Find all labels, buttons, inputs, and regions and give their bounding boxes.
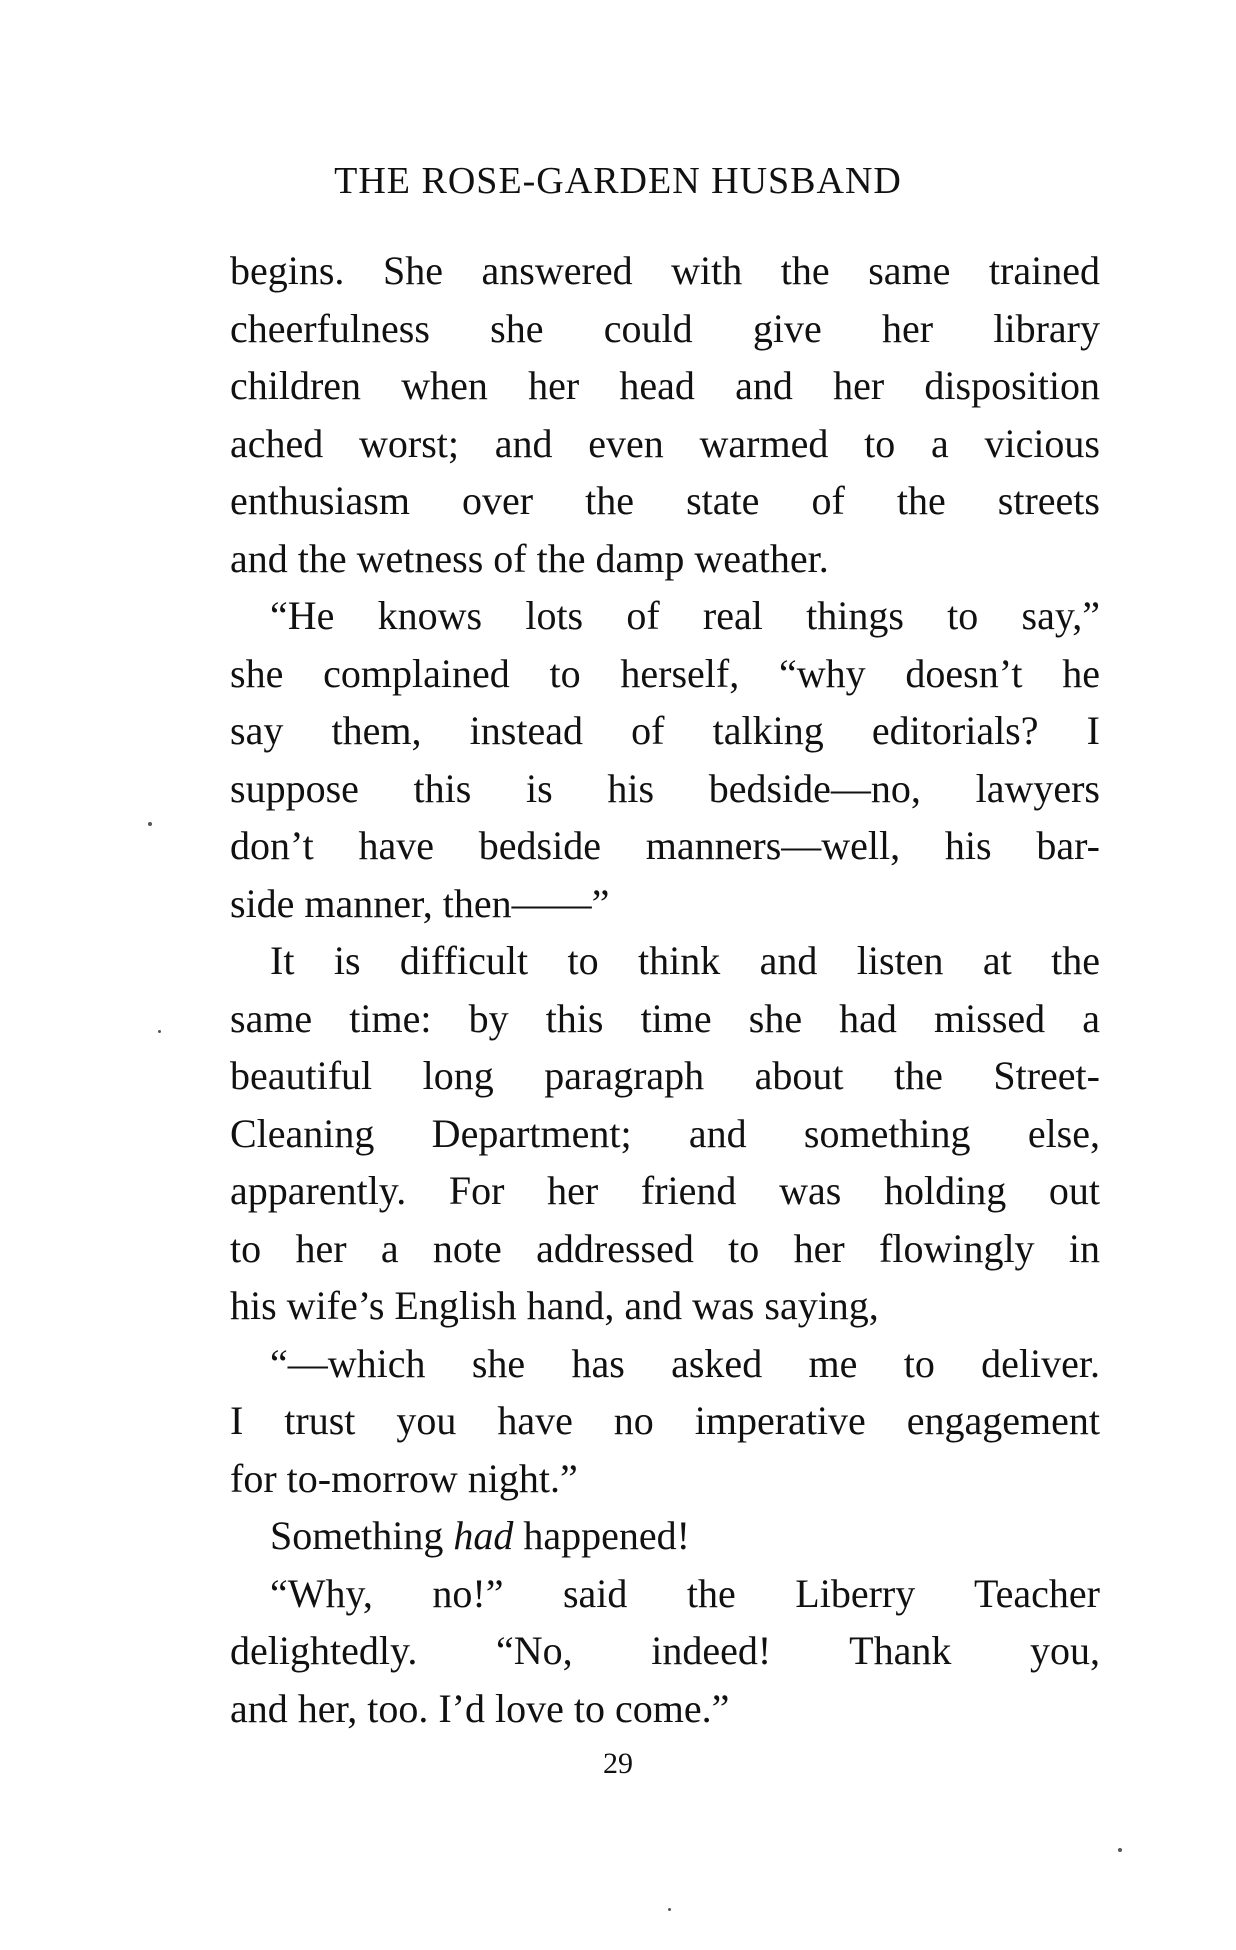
text-line: don’t have bedside manners—well, his bar- xyxy=(230,823,1100,868)
paper-speck xyxy=(1118,1848,1122,1852)
paper-speck xyxy=(668,1908,671,1911)
text-line xyxy=(230,1507,1100,1565)
paper-speck xyxy=(148,822,152,826)
text-line: for to-morrow night.” xyxy=(230,1455,578,1501)
text-line: cheerfulness she could give her library xyxy=(230,305,1100,351)
text-line: apparently. For her friend was holding out xyxy=(230,1168,1100,1213)
text-line: I trust you have no imperative engagement xyxy=(230,1398,1100,1443)
text-line: ached worst; and even warmed to a vicious xyxy=(230,420,1100,466)
text-segment: Something xyxy=(270,1513,454,1558)
page-number: 29 xyxy=(603,1747,633,1780)
text-line: and her, too. I’d love to come.” xyxy=(230,1685,730,1731)
paper-speck xyxy=(158,1030,161,1033)
text-line: begins. She answered with the same trained xyxy=(230,248,1100,293)
text-line: beautiful long paragraph about the Street- xyxy=(230,1053,1100,1098)
text-line: “Why, no!” said the Liberry Teacher xyxy=(270,1570,1100,1616)
text-line: and the wetness of the damp weather. xyxy=(230,535,829,581)
text-line: side manner, then——” xyxy=(230,880,610,926)
running-head-title: THE ROSE-GARDEN HUSBAND xyxy=(334,160,902,202)
body-text xyxy=(230,242,1100,1737)
text-line: she complained to herself, “why doesn’t he xyxy=(230,650,1100,696)
text-line: Cleaning Department; and something else, xyxy=(230,1110,1100,1156)
text-line: suppose this is his bedside—no, lawyers xyxy=(230,765,1100,811)
text-line: enthusiasm over the state of the streets xyxy=(230,478,1100,523)
text-line: “—which she has asked me to deliver. xyxy=(270,1340,1100,1386)
emphasized-word: had xyxy=(453,1513,514,1558)
text-line: say them, instead of talking editorials? I xyxy=(230,708,1100,753)
text-segment: happened! xyxy=(513,1513,690,1558)
text-line: to her a note addressed to her flowingly in xyxy=(230,1225,1100,1271)
text-line: same time: by this time she had missed a xyxy=(230,995,1100,1041)
text-line: children when her head and her disposition xyxy=(230,363,1100,408)
text-line: delightedly. “No, indeed! Thank you, xyxy=(230,1628,1100,1673)
text-line: It is difficult to think and listen at the xyxy=(270,938,1100,983)
text-line: his wife’s English hand, and was saying, xyxy=(230,1283,879,1328)
text-line: “He knows lots of real things to say,” xyxy=(270,593,1100,638)
